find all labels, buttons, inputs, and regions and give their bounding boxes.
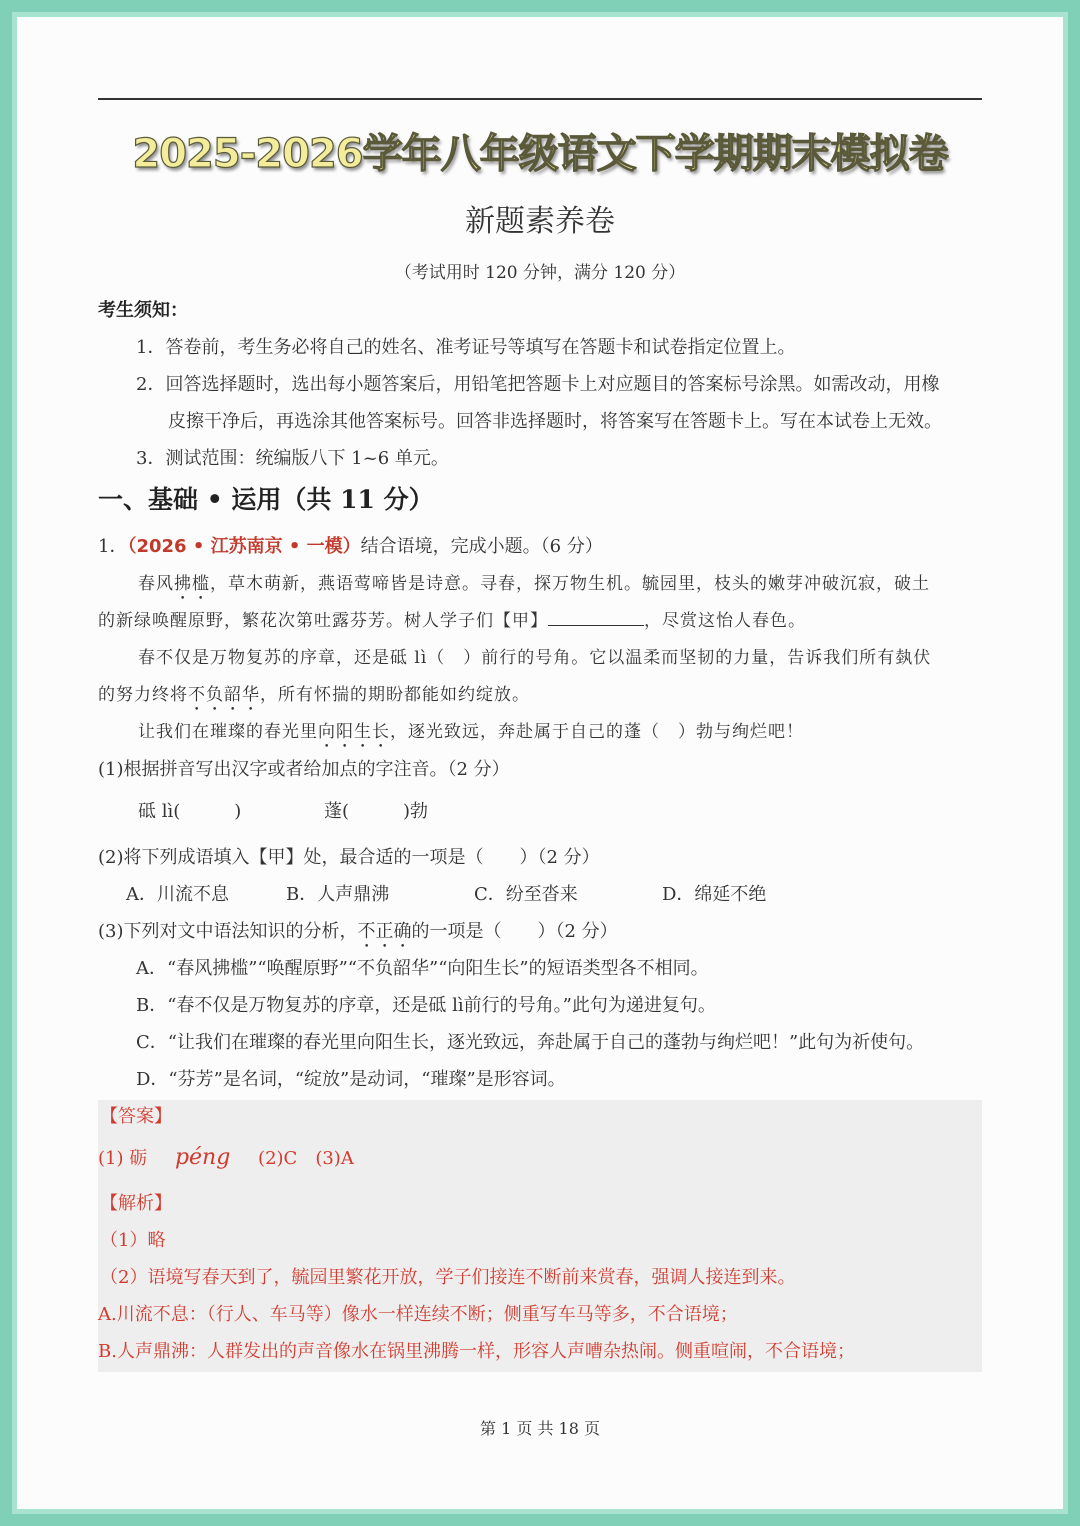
- passage-text: 春风: [138, 574, 174, 594]
- notice-item-3: 3．测试范围：统编版八下 1~6 单元。: [136, 448, 449, 469]
- analysis-line-4: B.人声鼎沸：人群发出的声音像水在锅里沸腾一样，形容人声嘈杂热闹。侧重喧闹，不合语境；: [98, 1341, 855, 1362]
- subquestion-2: (2)将下列成语填入【甲】处，最合适的一项是（ ）（2 分）: [98, 847, 600, 868]
- answer-line: [98, 1144, 354, 1170]
- exam-subtitle: 新题素养卷: [465, 204, 615, 239]
- subquestion-3: [98, 917, 618, 952]
- dotted-text: 向阳生长: [318, 722, 390, 742]
- passage-p2-line1: 春不仅是万物复苏的序章，还是砥 lì（ ）前行的号角。它以温柔而坚韧的力量，告诉我们所有埶伏: [138, 648, 932, 668]
- notice-item-2: 2．回答选择题时，选出每小题答案后，用铅笔把答题卡上对应题目的答案标号涂黑。如需改动，用橡: [136, 374, 940, 395]
- question-number: 1．: [98, 536, 128, 557]
- passage-p3: [138, 717, 804, 752]
- exam-title: 2025-2026学年八年级语文下学期期末模拟卷: [132, 131, 948, 177]
- passage-p1-line1: [138, 569, 930, 604]
- analysis-label: 【解析】: [100, 1193, 172, 1214]
- passage-text: ，所有怀揣的期盼都能如约绽放。: [260, 685, 530, 705]
- question-header: [98, 532, 603, 558]
- fill-blank-jia: [548, 609, 644, 626]
- subquestion-1-fill-b: 蓬( )勃: [324, 801, 429, 822]
- answer-box: [98, 1100, 982, 1372]
- subquestion-3-option-D: D．“芬芳”是名词，“绽放”是动词，“璀璨”是形容词。: [136, 1069, 566, 1090]
- passage-text: 的努力终将: [98, 685, 188, 705]
- option-B: B．人声鼎沸: [286, 884, 390, 905]
- option-D: D．绵延不绝: [662, 884, 767, 905]
- passage-text: 让我们在璀璨的春光里: [138, 722, 318, 742]
- subquestion-text: (3)下列对文中语法知识的分析，: [98, 921, 358, 942]
- option-C: C．纷至沓来: [474, 884, 578, 905]
- subquestion-text: 的一项是（ ）（2 分）: [411, 921, 618, 942]
- subquestion-1-fill-a: 砥 lì( ): [138, 801, 242, 822]
- notice-heading: 考生须知：: [98, 300, 188, 321]
- passage-text: ，尽赏这怡人春色。: [644, 611, 806, 631]
- answer-label: 【答案】: [100, 1106, 172, 1127]
- answer-part-2: (2)C (3)A: [258, 1148, 354, 1169]
- analysis-line-1: （1）略: [100, 1230, 166, 1251]
- passage-text: ，逐光致远，奔赴属于自己的蓬（ ）勃与绚烂吧！: [390, 722, 804, 742]
- passage-text: ，草木萌新，燕语莺啼皆是诗意。寻春，探万物生机。毓园里，枝头的嫩芽冲破沉寂，破土: [210, 574, 930, 594]
- passage-p1-line2: [98, 606, 806, 631]
- header-rule: [98, 98, 982, 100]
- dotted-text: 不负韶华: [188, 685, 260, 705]
- dotted-text: 拂槛: [174, 574, 210, 594]
- subquestion-1: (1)根据拼音写出汉字或者给加点的字注音。（2 分）: [98, 759, 510, 780]
- passage-p2-line2: [98, 680, 530, 715]
- exam-info: （考试用时 120 分钟，满分 120 分）: [394, 263, 686, 283]
- subquestion-3-option-C: C．“让我们在璀璨的春光里向阳生长，逐光致远，奔赴属于自己的蓬勃与绚烂吧！”此句为祈使句。: [136, 1032, 925, 1053]
- subquestion-3-option-B: B．“春不仅是万物复苏的序章，还是砥 lì前行的号角。”此句为递进复句。: [136, 995, 716, 1016]
- answer-pinyin: péng: [174, 1145, 231, 1170]
- page-footer: 第 1 页 共 18 页: [480, 1419, 600, 1438]
- section-title: 一、基础 • 运用（共 11 分）: [98, 485, 434, 514]
- option-A: A．川流不息: [126, 884, 229, 905]
- subquestion-3-option-A: A．“春风拂槛”“唤醒原野”“不负韶华”“向阳生长”的短语类型各不相同。: [136, 958, 709, 979]
- question-source: （2026 • 江苏南京 • 一模）: [127, 536, 361, 557]
- notice-item-1: 1．答卷前，考生务必将自己的姓名、准考证号等填写在答题卡和试卷指定位置上。: [136, 337, 796, 358]
- notice-item-2-cont: 皮擦干净后，再选涂其他答案标号。回答非选择题时，将答案写在答题卡上。写在本试卷上无效。: [168, 411, 942, 432]
- answer-part-1: (1) 砺: [98, 1148, 148, 1169]
- question-instruction: 结合语境，完成小题。（6 分）: [360, 536, 603, 557]
- analysis-line-2: （2）语境写春天到了，毓园里繁花开放，学子们接连不断前来赏春，强调人接连到来。: [100, 1267, 796, 1288]
- analysis-line-3: A.川流不息：（行人、车马等）像水一样连续不断；侧重写车马等多，不合语境；: [98, 1304, 738, 1325]
- dotted-text: 不正确: [357, 921, 412, 942]
- passage-text: 的新绿唤醒原野，繁花次第吐露芬芳。树人学子们【甲】: [98, 611, 548, 631]
